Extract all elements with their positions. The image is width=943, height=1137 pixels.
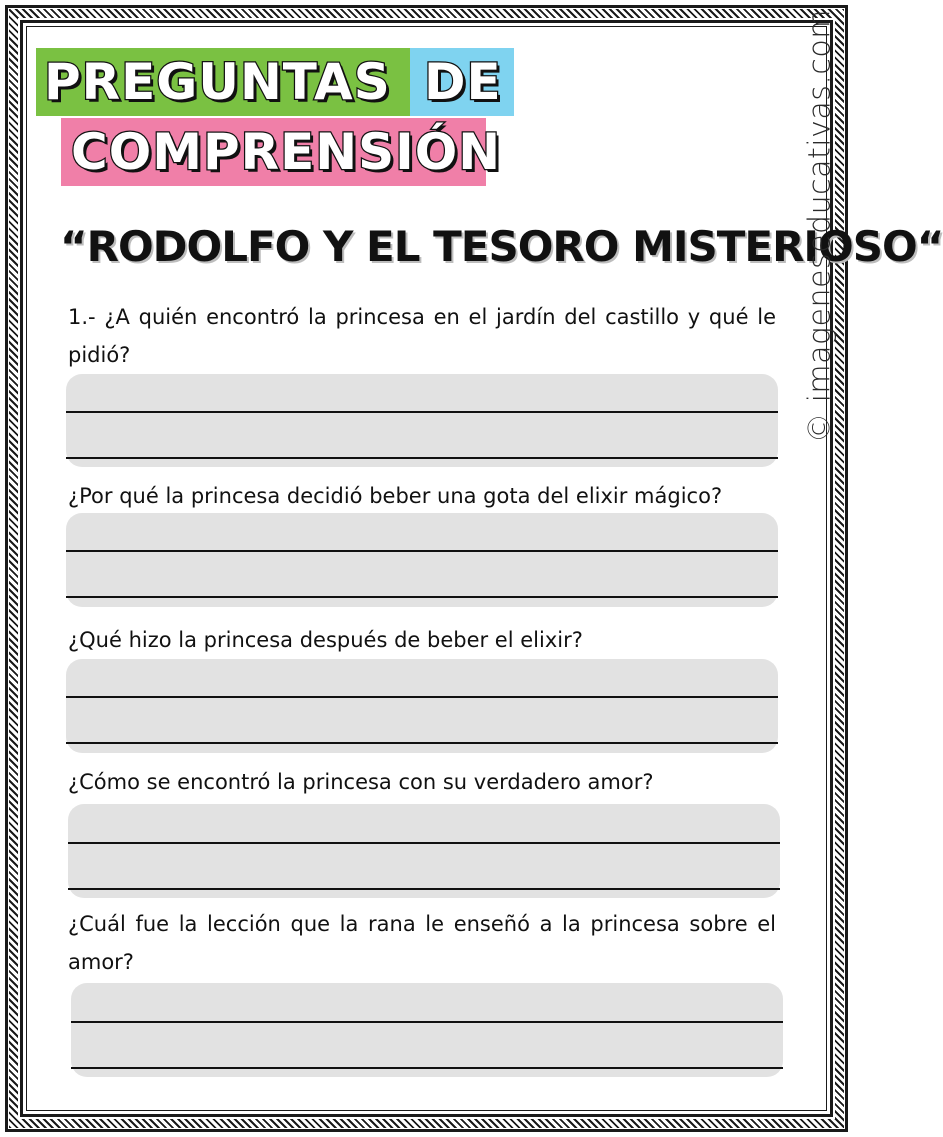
question-5: ¿Cuál fue la lección que la rana le enseñó a la princesa sobre el amor? — [68, 912, 776, 974]
answer-box-4[interactable] — [68, 804, 780, 898]
banner-word-de: DE — [424, 53, 502, 111]
answer-box-5[interactable] — [71, 983, 783, 1077]
answer-line — [68, 888, 780, 890]
banner-word-comprension: COMPRENSIÓN — [71, 123, 502, 181]
answer-box-3[interactable] — [66, 659, 778, 753]
answer-line — [66, 742, 778, 744]
answer-box-1[interactable] — [66, 374, 778, 467]
answer-line — [66, 550, 778, 552]
watermark-copyright: © imageneseducativas.com — [802, 9, 838, 443]
question-1: 1.- ¿A quién encontró la princesa en el jardín del castillo y qué le pidió? — [68, 305, 776, 367]
question-4: ¿Cómo se encontró la princesa con su verdadero amor? — [68, 770, 654, 794]
answer-line — [68, 842, 780, 844]
banner-comprension — [61, 118, 502, 186]
question-2: ¿Por qué la princesa decidió beber una gota del elixir mágico? — [68, 484, 723, 508]
banner-de — [410, 48, 514, 116]
banner-preguntas — [36, 48, 410, 116]
answer-line — [66, 457, 778, 459]
answer-line — [71, 1021, 783, 1023]
answer-line — [66, 696, 778, 698]
banner-word-preguntas: PREGUNTAS — [44, 53, 391, 111]
answer-line — [66, 596, 778, 598]
answer-line — [71, 1067, 783, 1069]
story-title: “RODOLFO Y EL TESORO MISTERIOSO“ — [60, 222, 943, 271]
question-3: ¿Qué hizo la princesa después de beber el elixir? — [68, 628, 583, 652]
answer-line — [66, 411, 778, 413]
answer-box-2[interactable] — [66, 513, 778, 607]
